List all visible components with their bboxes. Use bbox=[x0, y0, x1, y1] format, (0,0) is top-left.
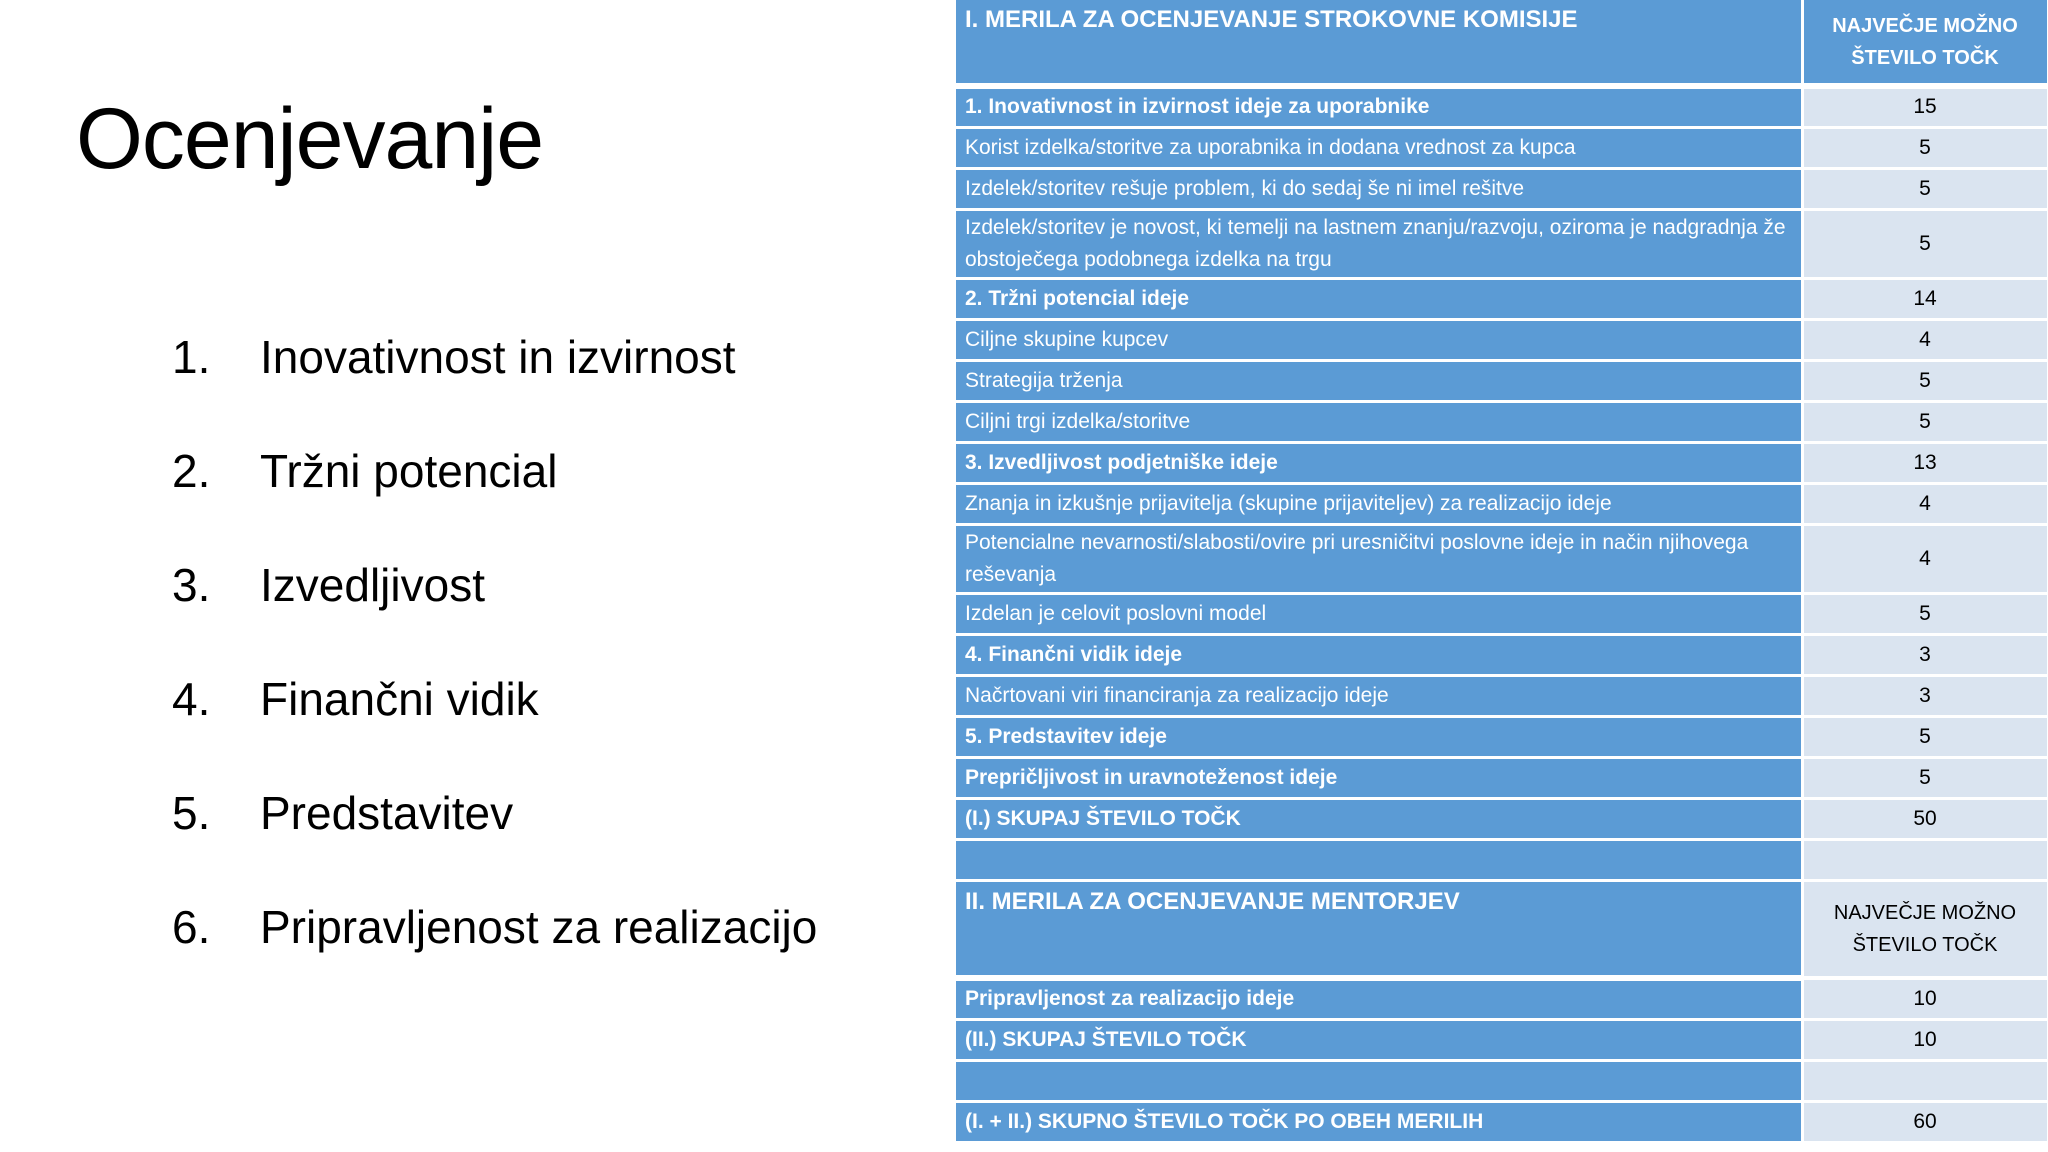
criteria-number: 6. bbox=[172, 901, 211, 953]
row-label: Izdelan je celovit poslovni model bbox=[956, 593, 1802, 634]
section1-total-row bbox=[956, 798, 2048, 839]
row-value: 4 bbox=[1802, 483, 2048, 524]
criteria-label: Predstavitev bbox=[260, 787, 514, 839]
slide-title: Ocenjevanje bbox=[76, 91, 544, 187]
table-row bbox=[956, 524, 2048, 593]
criteria-item bbox=[172, 900, 817, 1014]
criteria-item bbox=[172, 558, 817, 672]
section1-header-row bbox=[956, 0, 2048, 86]
row-value: 13 bbox=[1802, 442, 2048, 483]
row-label: Korist izdelka/storitve za uporabnika in dodana vrednost za kupca bbox=[956, 127, 1802, 168]
spacer-row bbox=[956, 839, 2048, 880]
row-value: 3 bbox=[1802, 675, 2048, 716]
grand-total-row bbox=[956, 1101, 2048, 1142]
criteria-label: Izvedljivost bbox=[260, 559, 485, 611]
table-row bbox=[956, 716, 2048, 757]
section2-title: II. MERILA ZA OCENJEVANJE MENTORJEV bbox=[956, 880, 1802, 978]
scoring-table-container bbox=[956, 0, 2048, 1152]
row-value: 5 bbox=[1802, 401, 2048, 442]
grand-total-value: 60 bbox=[1802, 1101, 2048, 1142]
section2-header-row bbox=[956, 880, 2048, 978]
grand-total-label: (I. + II.) SKUPNO ŠTEVILO TOČK PO OBEH MERILIH bbox=[956, 1101, 1802, 1142]
criteria-number: 4. bbox=[172, 673, 211, 725]
section1-points-header: NAJVEČJE MOŽNO ŠTEVILO TOČK bbox=[1802, 0, 2048, 86]
table-row bbox=[956, 675, 2048, 716]
row-value: 5 bbox=[1802, 360, 2048, 401]
table-row bbox=[956, 634, 2048, 675]
row-label: Pripravljenost za realizacijo ideje bbox=[956, 978, 1802, 1019]
row-label: Strategija trženja bbox=[956, 360, 1802, 401]
row-label: Ciljni trgi izdelka/storitve bbox=[956, 401, 1802, 442]
row-label: Izdelek/storitev rešuje problem, ki do sedaj še ni imel rešitve bbox=[956, 168, 1802, 209]
row-label: (I.) SKUPAJ ŠTEVILO TOČK bbox=[956, 798, 1802, 839]
table-row bbox=[956, 278, 2048, 319]
row-value: 5 bbox=[1802, 757, 2048, 798]
criteria-item bbox=[172, 672, 817, 786]
table-row bbox=[956, 442, 2048, 483]
table-row bbox=[956, 319, 2048, 360]
row-label: 1. Inovativnost in izvirnost ideje za uporabnike bbox=[956, 86, 1802, 127]
spacer-row bbox=[956, 1060, 2048, 1101]
row-value: 3 bbox=[1802, 634, 2048, 675]
row-value: 4 bbox=[1802, 319, 2048, 360]
row-value: 10 bbox=[1802, 1019, 2048, 1060]
criteria-item bbox=[172, 444, 817, 558]
criteria-item bbox=[172, 330, 817, 444]
table-row bbox=[956, 593, 2048, 634]
table-row bbox=[956, 209, 2048, 278]
row-label: 4. Finančni vidik ideje bbox=[956, 634, 1802, 675]
row-label: Izdelek/storitev je novost, ki temelji na lastnem znanju/razvoju, oziroma je nadgradnja že obstoječega podobnega izdelka na trgu bbox=[956, 209, 1802, 278]
table-row bbox=[956, 168, 2048, 209]
table-row bbox=[956, 127, 2048, 168]
criteria-number: 5. bbox=[172, 787, 211, 839]
table-row bbox=[956, 757, 2048, 798]
criteria-item bbox=[172, 786, 817, 900]
criteria-label: Pripravljenost za realizacijo bbox=[260, 901, 818, 953]
row-value: 4 bbox=[1802, 524, 2048, 593]
row-label: Prepričljivost in uravnoteženost ideje bbox=[956, 757, 1802, 798]
scoring-table bbox=[956, 0, 2048, 1144]
table-row bbox=[956, 86, 2048, 127]
table-row bbox=[956, 401, 2048, 442]
row-value: 5 bbox=[1802, 593, 2048, 634]
criteria-number: 1. bbox=[172, 331, 211, 383]
section2-points-header: NAJVEČJE MOŽNO ŠTEVILO TOČK bbox=[1802, 880, 2048, 978]
row-value: 14 bbox=[1802, 278, 2048, 319]
row-label: Ciljne skupine kupcev bbox=[956, 319, 1802, 360]
row-label: 3. Izvedljivost podjetniške ideje bbox=[956, 442, 1802, 483]
row-value: 10 bbox=[1802, 978, 2048, 1019]
row-value: 50 bbox=[1802, 798, 2048, 839]
row-label: 2. Tržni potencial ideje bbox=[956, 278, 1802, 319]
criteria-label: Finančni vidik bbox=[260, 673, 539, 725]
section2-total-row bbox=[956, 1019, 2048, 1060]
section1-title: I. MERILA ZA OCENJEVANJE STROKOVNE KOMISIJE bbox=[956, 0, 1802, 86]
row-label: 5. Predstavitev ideje bbox=[956, 716, 1802, 757]
row-value: 5 bbox=[1802, 209, 2048, 278]
row-label: (II.) SKUPAJ ŠTEVILO TOČK bbox=[956, 1019, 1802, 1060]
criteria-number: 2. bbox=[172, 445, 211, 497]
row-value: 15 bbox=[1802, 86, 2048, 127]
criteria-number: 3. bbox=[172, 559, 211, 611]
row-value: 5 bbox=[1802, 127, 2048, 168]
row-value: 5 bbox=[1802, 716, 2048, 757]
criteria-label: Tržni potencial bbox=[260, 445, 558, 497]
row-label: Potencialne nevarnosti/slabosti/ovire pri uresničitvi poslovne ideje in način njihovega reševanja bbox=[956, 524, 1802, 593]
criteria-label: Inovativnost in izvirnost bbox=[260, 331, 736, 383]
criteria-list bbox=[172, 330, 817, 1014]
row-value: 5 bbox=[1802, 168, 2048, 209]
row-label: Znanja in izkušnje prijavitelja (skupine prijaviteljev) za realizacijo ideje bbox=[956, 483, 1802, 524]
row-label: Načrtovani viri financiranja za realizacijo ideje bbox=[956, 675, 1802, 716]
table-row bbox=[956, 978, 2048, 1019]
table-row bbox=[956, 360, 2048, 401]
table-row bbox=[956, 483, 2048, 524]
